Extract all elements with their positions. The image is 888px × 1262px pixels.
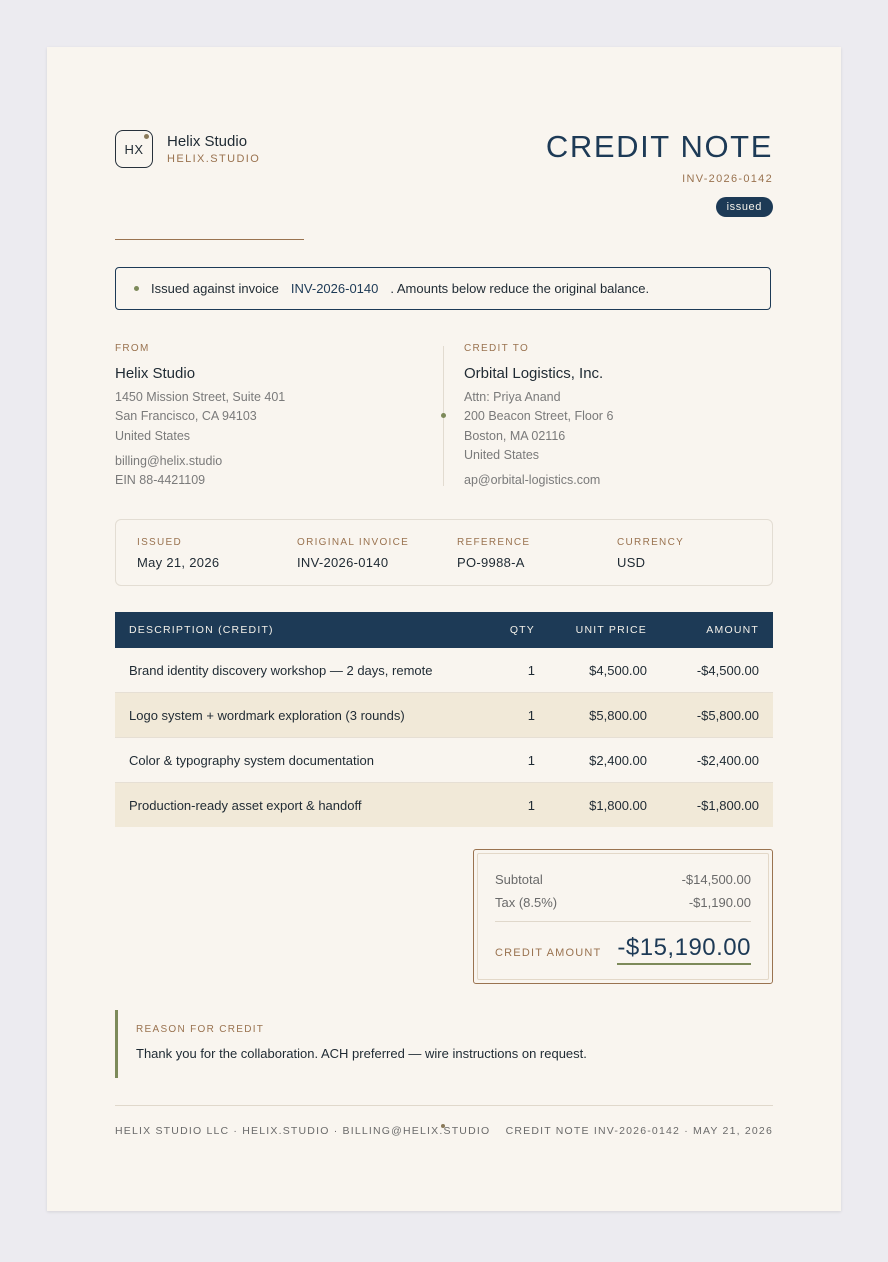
credit-to-address-line: Boston, MA 02116 <box>464 429 566 443</box>
subtotal-label: Subtotal <box>495 872 543 887</box>
credit-amount-label: CREDIT AMOUNT <box>495 947 602 959</box>
row-unit-price: $1,800.00 <box>549 783 661 828</box>
totals-divider <box>495 921 751 922</box>
credit-to-address-line: United States <box>464 448 540 462</box>
row-amount: -$2,400.00 <box>661 738 773 783</box>
row-description: Production-ready asset export & handoff <box>115 783 477 828</box>
meta-issued-label: ISSUED <box>137 537 183 548</box>
from-label: FROM <box>115 343 150 354</box>
credit-to-address-line: 200 Beacon Street, Floor 6 <box>464 409 614 423</box>
meta-reference-label: REFERENCE <box>457 537 531 548</box>
row-description: Brand identity discovery workshop — 2 days, remote <box>115 648 477 693</box>
meta-original-invoice-label: ORIGINAL INVOICE <box>297 537 410 548</box>
row-qty: 1 <box>477 783 549 828</box>
notice-invoice-link[interactable]: INV-2026-0140 <box>290 281 379 296</box>
row-amount: -$1,800.00 <box>661 783 773 828</box>
document-number: INV-2026-0142 <box>682 173 773 185</box>
tax-label: Tax (8.5%) <box>495 895 558 910</box>
status-badge: issued <box>716 197 773 217</box>
table-row <box>115 738 773 783</box>
tax-row <box>495 895 751 910</box>
meta-currency-value: USD <box>617 555 646 570</box>
credit-to-email[interactable]: ap@orbital-logistics.com <box>464 473 601 487</box>
table-row <box>115 648 773 693</box>
row-amount: -$4,500.00 <box>661 648 773 693</box>
logo-initials: HX <box>124 141 144 157</box>
meta-original-invoice-value: INV-2026-0140 <box>297 555 389 570</box>
from-address-line: San Francisco, CA 94103 <box>115 409 257 423</box>
from-address-line: 1450 Mission Street, Suite 401 <box>115 390 286 404</box>
totals-inner-frame <box>477 853 769 980</box>
brand-domain: HELIX.STUDIO <box>167 153 261 165</box>
footer-divider <box>115 1105 773 1106</box>
notice-prefix: Issued against invoice <box>151 281 279 296</box>
row-qty: 1 <box>477 738 549 783</box>
row-unit-price: $5,800.00 <box>549 693 661 738</box>
notice-bullet-icon <box>134 286 139 291</box>
meta-currency-label: CURRENCY <box>617 537 685 548</box>
subtotal-row <box>495 872 751 887</box>
meta-issued-value: May 21, 2026 <box>137 555 220 570</box>
totals-box <box>473 849 773 984</box>
column-header-amount: AMOUNT <box>661 612 773 648</box>
party-divider-dot-icon <box>441 413 446 418</box>
header-divider <box>115 239 304 240</box>
table-row <box>115 693 773 738</box>
table-row <box>115 783 773 828</box>
subtotal-value: -$14,500.00 <box>681 872 751 887</box>
row-description: Color & typography system documentation <box>115 738 477 783</box>
from-address-line: United States <box>115 429 191 443</box>
table-header-row <box>115 612 773 648</box>
from-name: Helix Studio <box>115 365 196 382</box>
reason-block <box>115 1010 618 1078</box>
credit-note-page <box>47 47 841 1211</box>
footer-company-info: HELIX STUDIO LLC · HELIX.STUDIO · BILLING@HELIX.STUDIO <box>115 1125 491 1137</box>
line-items-table <box>115 612 773 827</box>
from-email[interactable]: billing@helix.studio <box>115 454 223 468</box>
reason-label: REASON FOR CREDIT <box>136 1024 265 1035</box>
column-header-unit-price: UNIT PRICE <box>549 612 661 648</box>
from-ein: EIN 88-4421109 <box>115 473 206 487</box>
row-qty: 1 <box>477 648 549 693</box>
brand-name: Helix Studio <box>167 133 248 150</box>
credit-to-label: CREDIT TO <box>464 343 530 354</box>
notice-suffix: . Amounts below reduce the original balance. <box>390 281 650 296</box>
notice-banner <box>115 267 771 310</box>
row-unit-price: $4,500.00 <box>549 648 661 693</box>
column-header-description: DESCRIPTION (CREDIT) <box>115 612 477 648</box>
credit-to-name: Orbital Logistics, Inc. <box>464 365 604 382</box>
reason-text: Thank you for the collaboration. ACH preferred — wire instructions on request. <box>136 1046 587 1061</box>
meta-reference-value: PO-9988-A <box>457 555 525 570</box>
document-title: CREDIT NOTE <box>545 129 773 164</box>
credit-amount-value: -$15,190.00 <box>617 934 751 965</box>
row-unit-price: $2,400.00 <box>549 738 661 783</box>
row-qty: 1 <box>477 693 549 738</box>
row-description: Logo system + wordmark exploration (3 rounds) <box>115 693 477 738</box>
credit-to-address-line: Attn: Priya Anand <box>464 390 561 404</box>
row-amount: -$5,800.00 <box>661 693 773 738</box>
footer-document-info: CREDIT NOTE INV-2026-0142 · MAY 21, 2026 <box>505 1125 773 1137</box>
tax-value: -$1,190.00 <box>688 895 751 910</box>
document-meta <box>115 519 773 586</box>
brand-logo <box>115 130 153 168</box>
logo-dot-icon <box>144 134 149 139</box>
column-header-qty: QTY <box>477 612 549 648</box>
